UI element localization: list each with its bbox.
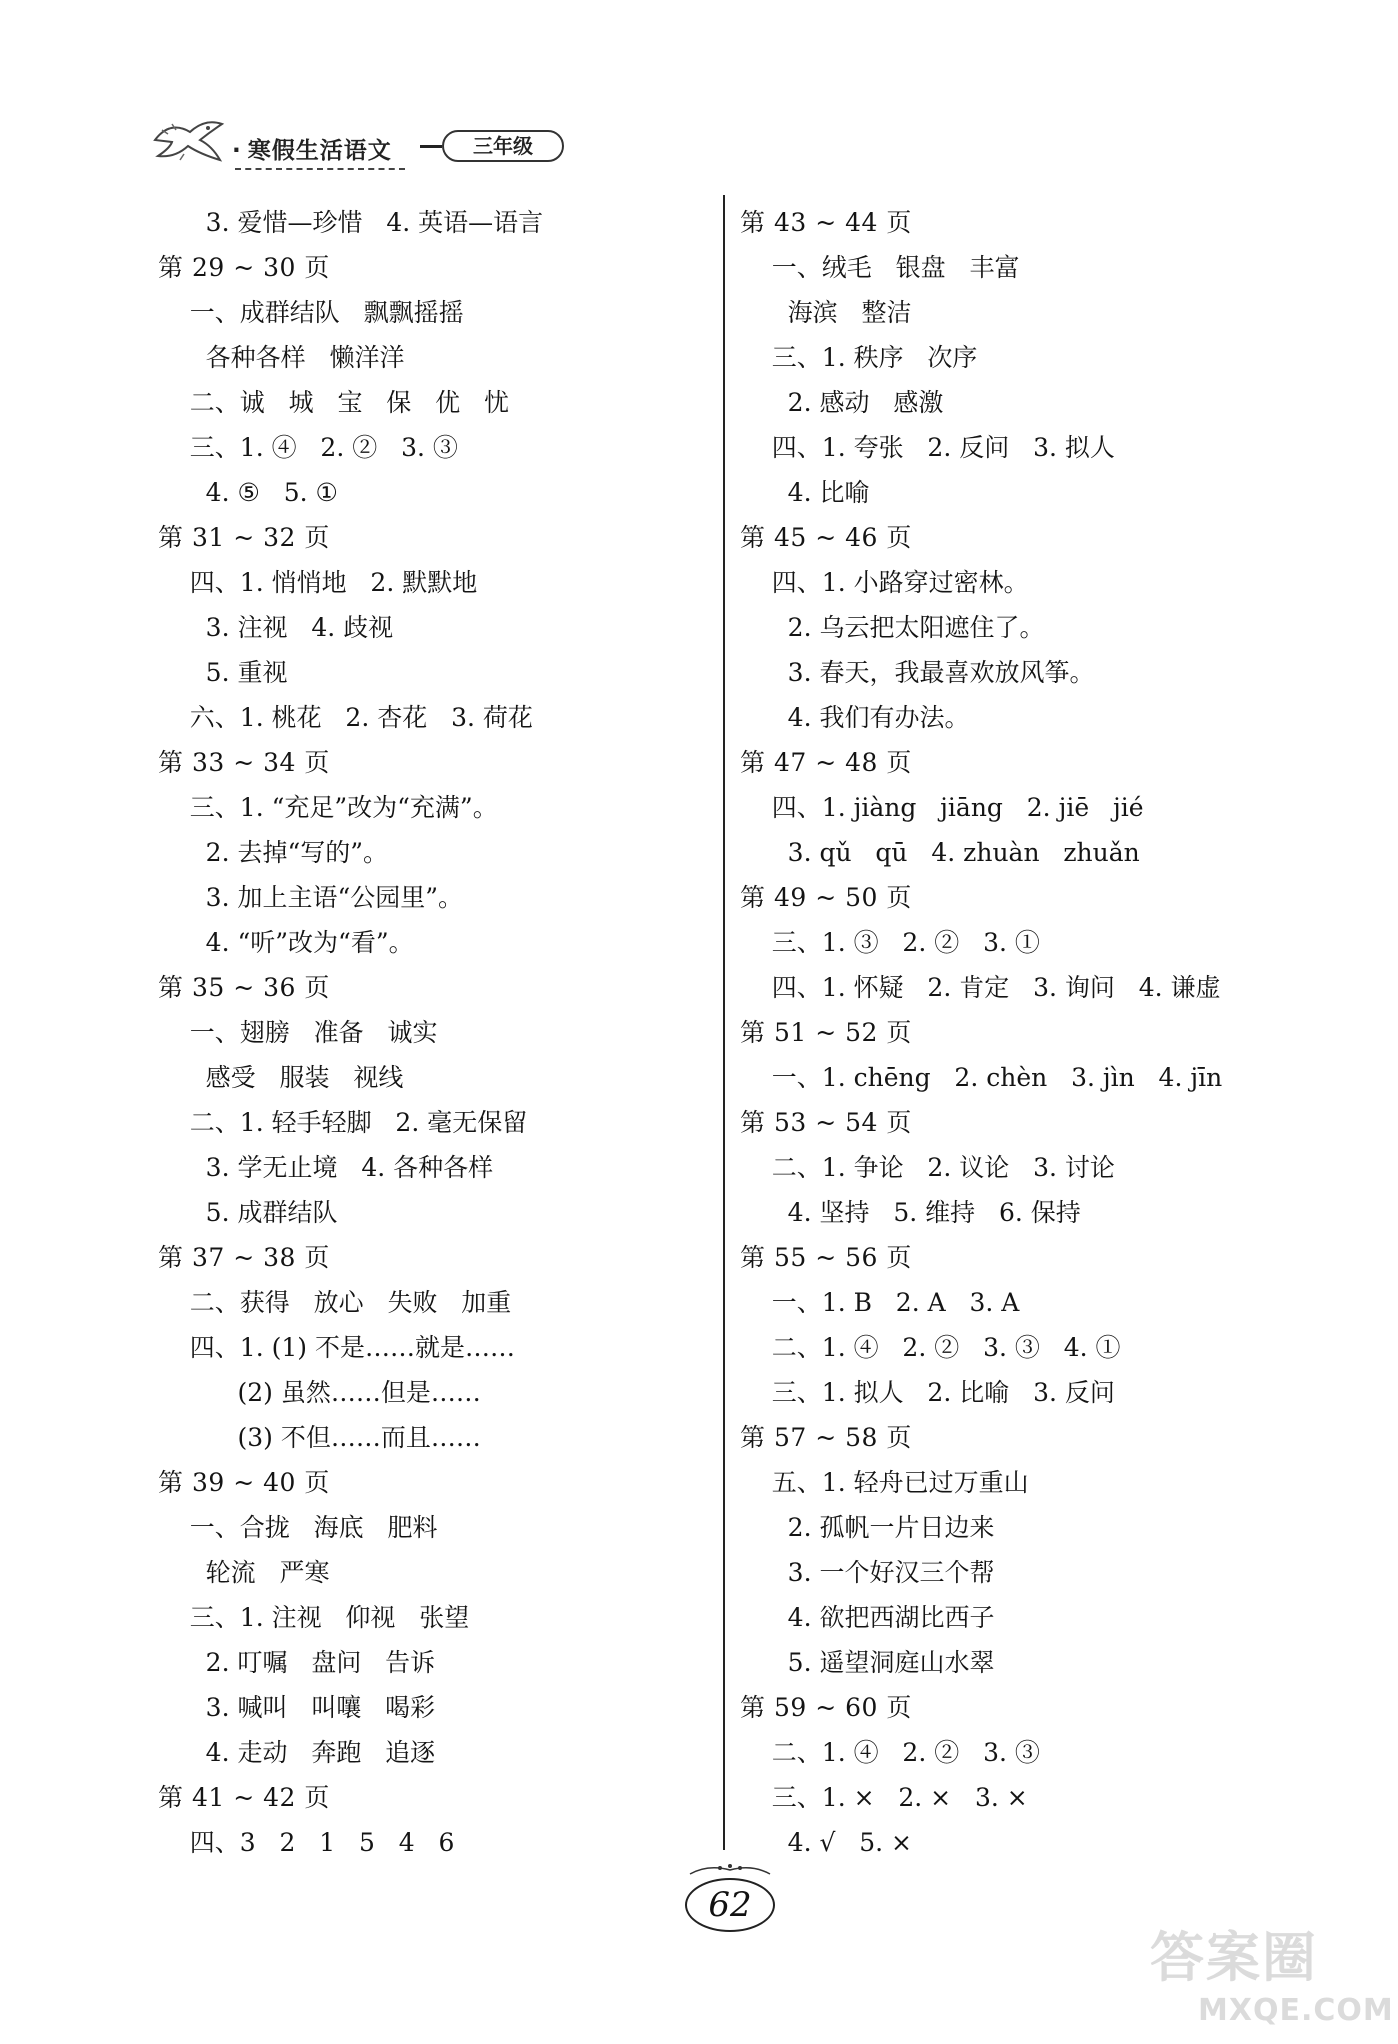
answer-line: 5. 重视 — [158, 658, 288, 687]
column-divider — [723, 195, 725, 1850]
answer-line: 海滨 整洁 — [740, 298, 912, 327]
answer-line: 二、1. 轻手轻脚 2. 毫无保留 — [158, 1108, 528, 1137]
watermark-url: MXQE.COM — [1198, 1993, 1394, 2028]
answer-line: 4. 走动 奔跑 追逐 — [158, 1738, 436, 1767]
answer-line: 3. 加上主语“公园里”。 — [158, 883, 464, 912]
answer-line: 3. 春天，我最喜欢放风筝。 — [740, 658, 1095, 687]
page-range-heading: 第 29 ~ 30 页 — [158, 253, 330, 282]
answer-line: 2. 去掉“写的”。 — [158, 838, 389, 867]
answer-line: 4. 欲把西湖比西子 — [740, 1603, 995, 1632]
bird-ornament-icon — [150, 110, 230, 170]
answer-line: 二、诚 城 宝 保 优 忧 — [158, 388, 509, 417]
page-range-heading: 第 51 ~ 52 页 — [740, 1018, 912, 1047]
answer-line: 3. 喊叫 叫嚷 喝彩 — [158, 1693, 436, 1722]
page-footer — [680, 1862, 780, 1942]
page-range-heading: 第 55 ~ 56 页 — [740, 1243, 912, 1272]
answer-line: 一、绒毛 银盘 丰富 — [740, 253, 1020, 282]
answer-line: (2) 虽然……但是…… — [158, 1378, 481, 1407]
answer-line: 二、获得 放心 失败 加重 — [158, 1288, 512, 1317]
header-title: · 寒假生活语文 — [232, 132, 392, 165]
header-underline — [235, 168, 405, 170]
answer-line: 2. 乌云把太阳遮住了。 — [740, 613, 1045, 642]
answer-line: 三、1. × 2. × 3. × — [740, 1783, 1028, 1812]
answer-line: 3. 一个好汉三个帮 — [740, 1558, 995, 1587]
page-range-heading: 第 31 ~ 32 页 — [158, 523, 330, 552]
answer-line: 四、1. (1) 不是……就是…… — [158, 1333, 515, 1362]
answer-line: 二、1. ④ 2. ② 3. ③ 4. ① — [740, 1333, 1121, 1362]
answer-line: 4. 坚持 5. 维持 6. 保持 — [740, 1198, 1081, 1227]
answer-line: 三、1. 注视 仰视 张望 — [158, 1603, 470, 1632]
page-range-heading: 第 47 ~ 48 页 — [740, 748, 912, 777]
page-range-heading: 第 39 ~ 40 页 — [158, 1468, 330, 1497]
watermark-text: 答案圈 — [1150, 1926, 1318, 1989]
page-range-heading: 第 37 ~ 38 页 — [158, 1243, 330, 1272]
grade-dash — [420, 145, 442, 148]
answer-line: 4. √ 5. × — [740, 1828, 912, 1857]
answer-line: 四、1. 怀疑 2. 肯定 3. 询问 4. 谦虚 — [740, 973, 1221, 1002]
answer-line: 三、1. ③ 2. ② 3. ① — [740, 928, 1040, 957]
answer-column-left — [158, 200, 698, 1865]
answer-line: 4. ⑤ 5. ① — [158, 478, 338, 507]
answer-line: 5. 成群结队 — [158, 1198, 338, 1227]
page-header — [150, 110, 610, 170]
grade-label: 三年级 — [442, 130, 564, 162]
answer-line: 四、3 2 1 5 4 6 — [158, 1828, 455, 1857]
answer-line: 四、1. 小路穿过密林。 — [740, 568, 1029, 597]
answer-line: 4. “听”改为“看”。 — [158, 928, 414, 957]
page-range-heading: 第 53 ~ 54 页 — [740, 1108, 912, 1137]
page-number: 62 — [685, 1878, 775, 1932]
answer-line: 感受 服装 视线 — [158, 1063, 404, 1092]
answer-line: 六、1. 桃花 2. 杏花 3. 荷花 — [158, 703, 533, 732]
answer-line: 2. 叮嘱 盘问 告诉 — [158, 1648, 436, 1677]
page-range-heading: 第 35 ~ 36 页 — [158, 973, 330, 1002]
answer-line: 四、1. 夸张 2. 反问 3. 拟人 — [740, 433, 1115, 462]
answer-line: 2. 感动 感激 — [740, 388, 944, 417]
answer-line: 一、成群结队 飘飘摇摇 — [158, 298, 464, 327]
page-range-heading: 第 45 ~ 46 页 — [740, 523, 912, 552]
answer-line: 三、1. “充足”改为“充满”。 — [158, 793, 498, 822]
answer-line: 3. qǔ qū 4. zhuàn zhuǎn — [740, 838, 1140, 867]
page-range-heading: 第 59 ~ 60 页 — [740, 1693, 912, 1722]
answer-line: 一、1. B 2. A 3. A — [740, 1288, 1020, 1317]
page-range-heading: 第 41 ~ 42 页 — [158, 1783, 330, 1812]
answer-line: 轮流 严寒 — [158, 1558, 330, 1587]
answer-line: 二、1. ④ 2. ② 3. ③ — [740, 1738, 1040, 1767]
answer-line: (3) 不但……而且…… — [158, 1423, 481, 1452]
answer-column-right — [740, 200, 1300, 1865]
answer-line: 四、1. jiàng jiāng 2. jiē jié — [740, 793, 1144, 822]
answer-line: 三、1. ④ 2. ② 3. ③ — [158, 433, 458, 462]
answer-line: 三、1. 秩序 次序 — [740, 343, 978, 372]
footer-ornament-icon — [688, 1862, 772, 1878]
answer-line: 一、翅膀 准备 诚实 — [158, 1018, 438, 1047]
answer-line: 3. 学无止境 4. 各种各样 — [158, 1153, 494, 1182]
page-range-heading: 第 43 ~ 44 页 — [740, 208, 912, 237]
answer-line: 2. 孤帆一片日边来 — [740, 1513, 995, 1542]
answer-line: 4. 我们有办法。 — [740, 703, 970, 732]
answer-line: 3. 注视 4. 歧视 — [158, 613, 394, 642]
answer-line: 4. 比喻 — [740, 478, 870, 507]
answer-line: 一、1. chēng 2. chèn 3. jìn 4. jīn — [740, 1063, 1223, 1092]
answer-line: 四、1. 悄悄地 2. 默默地 — [158, 568, 478, 597]
answer-line: 各种各样 懒洋洋 — [158, 343, 405, 372]
page-range-heading: 第 49 ~ 50 页 — [740, 883, 912, 912]
page-range-heading: 第 57 ~ 58 页 — [740, 1423, 912, 1452]
watermark-logo — [1150, 1915, 1394, 2040]
answer-line: 一、合拢 海底 肥料 — [158, 1513, 438, 1542]
answer-line: 五、1. 轻舟已过万重山 — [740, 1468, 1029, 1497]
answer-line: 3. 爱惜—珍惜 4. 英语—语言 — [158, 208, 544, 237]
grade-badge — [420, 128, 570, 162]
answer-line: 二、1. 争论 2. 议论 3. 讨论 — [740, 1153, 1115, 1182]
answer-line: 三、1. 拟人 2. 比喻 3. 反问 — [740, 1378, 1115, 1407]
answer-line: 5. 遥望洞庭山水翠 — [740, 1648, 995, 1677]
page-range-heading: 第 33 ~ 34 页 — [158, 748, 330, 777]
